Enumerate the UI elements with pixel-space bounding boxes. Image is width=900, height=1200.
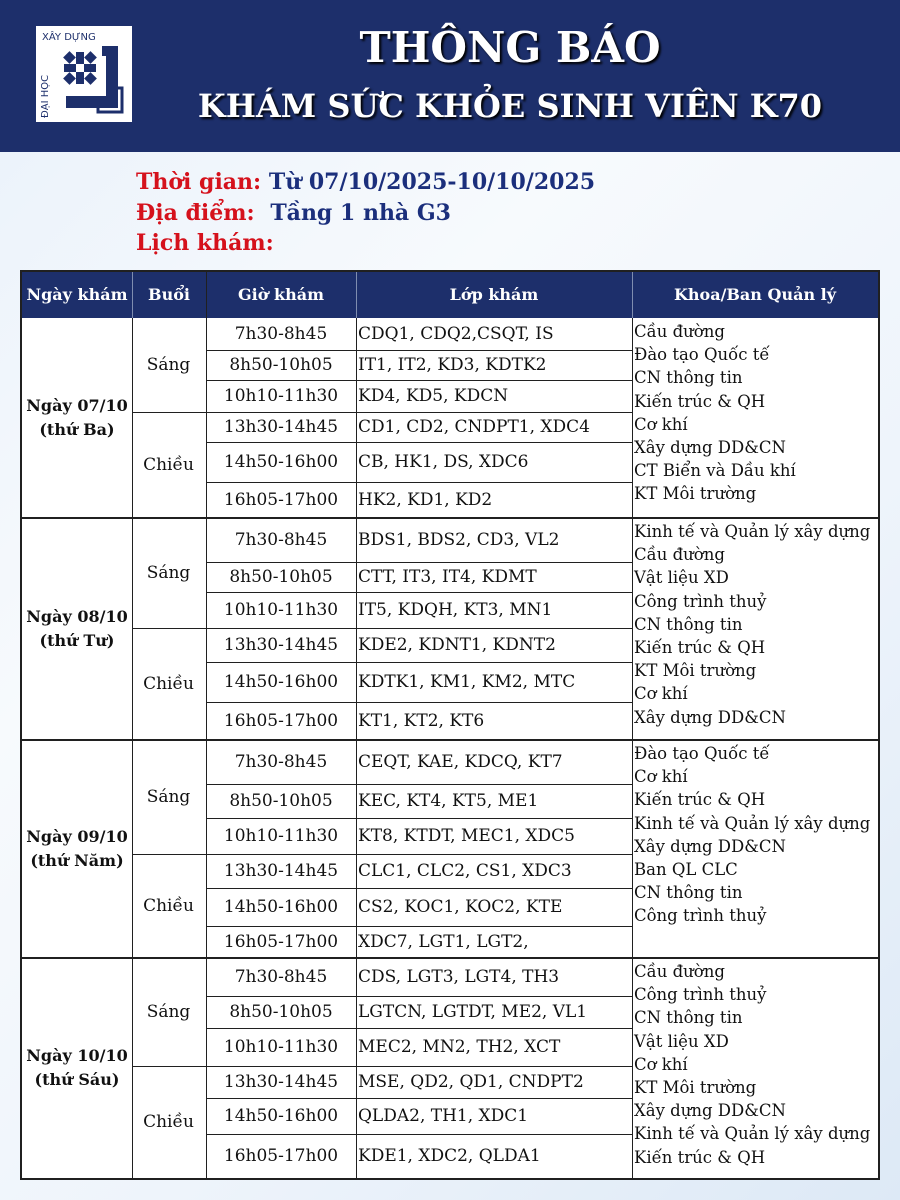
time-slot: 16h05-17h00 [223,711,339,731]
header-faculty: Khoa/Ban Quản lý [673,285,837,304]
header-divider [132,272,133,318]
faculty-item: Cầu đường [634,545,725,565]
faculty-item: Kiến trúc & QH [634,638,766,658]
session-label: Chiều [143,674,194,694]
class-list: LGTCN, LGTDT, ME2, VL1 [358,1002,588,1022]
class-list: CDS, LGT3, LGT4, TH3 [358,967,560,987]
faculty-item: Cơ khí [634,414,688,434]
time-slot: 13h30-14h45 [223,635,339,655]
class-list: KT1, KT2, KT6 [358,711,485,731]
time-slot: 13h30-14h45 [223,417,339,437]
time-slot: 10h10-11h30 [223,1037,339,1057]
day-cell [22,605,132,653]
header-session: Buổi [148,285,190,304]
faculty-item: Xây dựng DD&CN [634,438,786,458]
svg-text:ĐẠI HỌC: ĐẠI HỌC [40,74,51,118]
faculty-item: Vật liệu XD [634,568,729,588]
time-slot: 14h50-16h00 [223,672,339,692]
faculty-item: Kinh tế và Quản lý xây dựng [634,1124,871,1144]
header-banner [0,0,900,152]
class-list: CTT, IT3, IT4, KDMT [358,567,537,587]
university-logo [36,26,132,122]
faculty-item: Xây dựng DD&CN [634,707,786,727]
faculty-list [634,960,874,1169]
time-slot: 10h10-11h30 [223,600,339,620]
time-value: Từ 07/10/2025-10/10/2025 [268,169,596,195]
faculty-item: Kinh tế và Quản lý xây dựng [634,522,871,541]
faculty-item: Xây dựng DD&CN [634,836,786,856]
time-slot: 8h50-10h05 [229,1002,333,1022]
notice-subtitle: KHÁM SỨC KHỎE SINH VIÊN K70 [197,87,823,125]
day-weekday: (thứ Tư) [39,631,115,650]
class-list: CB, HK1, DS, XDC6 [358,452,529,472]
class-list: IT5, KDQH, KT3, MN1 [358,600,553,620]
class-list: CLC1, CLC2, CS1, XDC3 [358,861,572,881]
table-header [22,272,878,318]
class-list: CDQ1, CDQ2,CSQT, IS [358,324,554,344]
time-slot: 14h50-16h00 [223,452,339,472]
session-label: Chiều [143,896,194,916]
day-weekday: (thứ Năm) [30,851,124,870]
day-cell [22,825,132,873]
class-list: IT1, IT2, KD3, KDTK2 [358,355,547,375]
schedule-label: Lịch khám: [136,230,274,256]
class-list: KT8, KTDT, MEC1, XDC5 [358,826,575,846]
faculty-list [634,320,874,506]
header-time: Giờ khám [238,285,324,304]
class-list: MSE, QD2, QD1, CNDPT2 [358,1072,584,1092]
session-label: Chiều [143,455,194,475]
class-list: KDE2, KDNT1, KDNT2 [358,635,556,655]
column-divider [132,318,133,1178]
place-label: Địa điểm: [136,200,255,226]
time-slot: 10h10-11h30 [223,386,339,406]
time-slot: 7h30-8h45 [234,752,328,772]
class-list: HK2, KD1, KD2 [358,490,493,510]
time-slot: 8h50-10h05 [229,567,333,587]
time-line [136,168,595,196]
time-label: Thời gian: [136,169,262,195]
faculty-item: Công trình thuỷ [634,985,767,1005]
day-date: Ngày 10/10 [26,1046,128,1065]
faculty-item: Cơ khí [634,767,688,787]
svg-text:XÂY DỰNG: XÂY DỰNG [42,32,96,43]
session-label: Sáng [146,1002,191,1022]
faculty-item: Cầu đường [634,962,725,981]
faculty-item: Vật liệu XD [634,1031,729,1051]
faculty-item: Xây dựng DD&CN [634,1101,786,1121]
faculty-item: KT Môi trường [634,661,757,681]
class-list: MEC2, MN2, TH2, XCT [358,1037,561,1057]
day-date: Ngày 09/10 [26,827,128,846]
faculty-item: Cầu đường [634,322,725,341]
session-label: Sáng [146,563,191,583]
time-slot: 8h50-10h05 [229,791,333,811]
schedule-line [136,229,274,257]
day-cell [22,394,132,442]
faculty-item: CN thông tin [634,368,743,388]
faculty-list [634,742,874,928]
class-list: QLDA2, TH1, XDC1 [358,1106,529,1126]
session-label: Sáng [146,355,191,375]
faculty-item: KT Môi trường [634,484,757,504]
faculty-item: Kiến trúc & QH [634,391,766,411]
time-slot: 16h05-17h00 [223,490,339,510]
time-slot: 7h30-8h45 [234,530,328,550]
column-divider [632,318,633,1178]
faculty-item: Kiến trúc & QH [634,790,766,810]
faculty-item: Công trình thuỷ [634,591,767,611]
faculty-list [634,520,874,729]
header-date: Ngày khám [26,285,128,304]
class-list: CD1, CD2, CNDPT1, XDC4 [358,417,590,437]
faculty-item: CN thông tin [634,883,743,903]
faculty-item: CN thông tin [634,614,743,634]
day-cell [22,1044,132,1092]
faculty-item: Công trình thuỷ [634,906,767,926]
time-slot: 16h05-17h00 [223,1146,339,1166]
faculty-item: Cơ khí [634,1054,688,1074]
session-label: Sáng [146,787,191,807]
faculty-item: CT Biển và Dầu khí [634,461,796,481]
place-line [136,199,451,227]
time-slot: 7h30-8h45 [234,967,328,987]
class-list: KEC, KT4, KT5, ME1 [358,791,539,811]
header-divider [356,272,357,318]
notice-title: THÔNG BÁO [359,23,661,72]
class-list: CS2, KOC1, KOC2, KTE [358,897,563,917]
faculty-item: KT Môi trường [634,1078,757,1098]
time-slot: 13h30-14h45 [223,1072,339,1092]
class-list: KDTK1, KM1, KM2, MTC [358,672,576,692]
class-list: CEQT, KAE, KDCQ, KT7 [358,752,563,772]
faculty-item: Đào tạo Quốc tế [634,744,770,763]
header-class: Lớp khám [449,285,539,304]
faculty-item: Kiến trúc & QH [634,1147,766,1167]
faculty-item: Kinh tế và Quản lý xây dựng [634,813,871,833]
faculty-item: Cơ khí [634,684,688,704]
class-list: KD4, KD5, KDCN [358,386,509,406]
session-label: Chiều [143,1112,194,1132]
faculty-item: CN thông tin [634,1008,743,1028]
header-divider [632,272,633,318]
day-weekday: (thứ Ba) [39,420,115,439]
place-value: Tầng 1 nhà G3 [270,200,451,226]
time-slot: 8h50-10h05 [229,355,333,375]
day-date: Ngày 07/10 [26,396,128,415]
time-slot: 16h05-17h00 [223,932,339,952]
time-slot: 14h50-16h00 [223,1106,339,1126]
day-weekday: (thứ Sáu) [34,1070,120,1089]
time-slot: 10h10-11h30 [223,826,339,846]
faculty-item: Đào tạo Quốc tế [634,345,770,365]
class-list: XDC7, LGT1, LGT2, [358,932,529,952]
faculty-item: Ban QL CLC [634,860,738,880]
class-list: KDE1, XDC2, QLDA1 [358,1146,541,1166]
day-date: Ngày 08/10 [26,607,128,626]
time-slot: 7h30-8h45 [234,324,328,344]
class-list: BDS1, BDS2, CD3, VL2 [358,530,560,550]
time-slot: 13h30-14h45 [223,861,339,881]
time-slot: 14h50-16h00 [223,897,339,917]
schedule-table [20,270,880,1180]
